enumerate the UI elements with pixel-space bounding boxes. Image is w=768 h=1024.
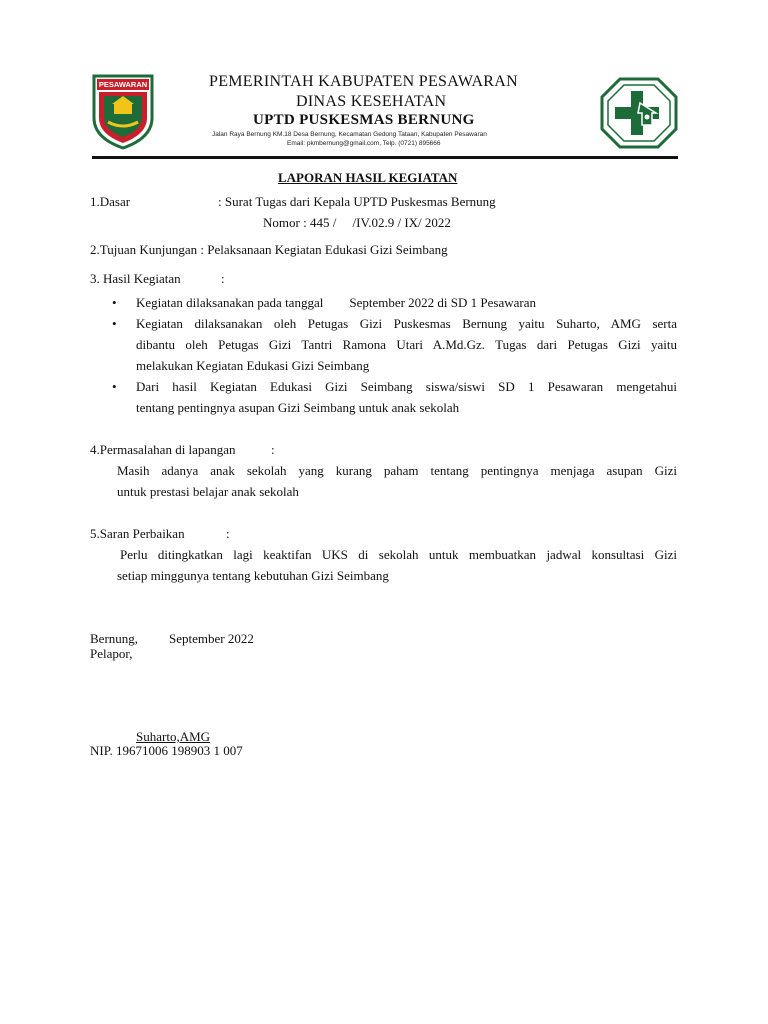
logo-label: PESAWARAN [98,80,148,89]
dasar-value: : Surat Tugas dari Kepala UPTD Puskesmas Bernung [218,194,496,209]
hasil-bullet-2-line-2: dibantu oleh Petugas Gizi Tantri Ramona Utari A.Md.Gz. Tugas dari Petugas Gizi yaitu [136,337,677,352]
puskesmas-logo [600,77,678,149]
signature-date: September 2022 [169,631,254,646]
permasalahan-label: 4.Permasalahan di lapangan [90,442,236,457]
saran-colon: : [226,526,230,541]
saran-label: 5.Saran Perbaikan [90,526,185,541]
dasar-nomor: Nomor : 445 / /IV.02.9 / IX/ 2022 [263,215,451,230]
header-address: Jalan Raya Bernung KM.18 Desa Bernung, Kecamatan Gedong Tataan, Kabupaten Pesawaran [212,131,487,138]
bullet-dot: • [112,316,117,331]
letterhead-rule [92,156,678,159]
report-title: LAPORAN HASIL KEGIATAN [278,170,458,185]
header-contact: Email: pkmbernung@gmail.com, Telp. (0721) 895666 [287,140,441,147]
signature-role: Pelapor, [90,646,133,661]
signature-name: Suharto,AMG [136,729,211,744]
pesawaran-logo [90,72,156,150]
saran-line-1: Perlu ditingkatkan lagi keaktifan UKS di sekolah untuk membuatkan jadwal konsultasi Gizi [120,547,677,562]
header-government: PEMERINTAH KABUPATEN PESAWARAN [209,73,518,90]
hasil-bullet-1: Kegiatan dilaksanakan pada tanggal September 2022 di SD 1 Pesawaran [136,295,536,310]
header-department: DINAS KESEHATAN [296,93,447,110]
bullet-dot: • [112,295,117,310]
hasil-colon: : [221,271,225,286]
signature-place: Bernung, [90,631,139,646]
hasil-bullet-2-line-3: melakukan Kegiatan Edukasi Gizi Seimbang [136,358,370,373]
hasil-bullet-3-line-2: tentang pentingnya asupan Gizi Seimbang untuk anak sekolah [136,400,460,415]
permasalahan-colon: : [271,442,275,457]
signature-nip: NIP. 19671006 198903 1 007 [90,743,243,758]
hasil-bullet-2-line-1: Kegiatan dilaksanakan oleh Petugas Gizi Puskesmas Bernung yaitu Suharto, AMG serta [136,316,677,331]
hasil-label: 3. Hasil Kegiatan [90,271,181,286]
tujuan-kunjungan: 2.Tujuan Kunjungan : Pelaksanaan Kegiatan Edukasi Gizi Seimbang [90,242,448,257]
permasalahan-line-1: Masih adanya anak sekolah yang kurang paham tentang pentingnya menjaga asupan Gizi [117,463,677,478]
hasil-bullet-3-line-1: Dari hasil Kegiatan Edukasi Gizi Seimbang siswa/siswi SD 1 Pesawaran mengetahui [136,379,677,394]
permasalahan-line-2: untuk prestasi belajar anak sekolah [117,484,299,499]
saran-line-2: setiap minggunya tentang kebutuhan Gizi Seimbang [117,568,389,583]
bullet-dot: • [112,379,117,394]
header-institution: UPTD PUSKESMAS BERNUNG [253,112,475,128]
dasar-label: 1.Dasar [90,194,131,209]
